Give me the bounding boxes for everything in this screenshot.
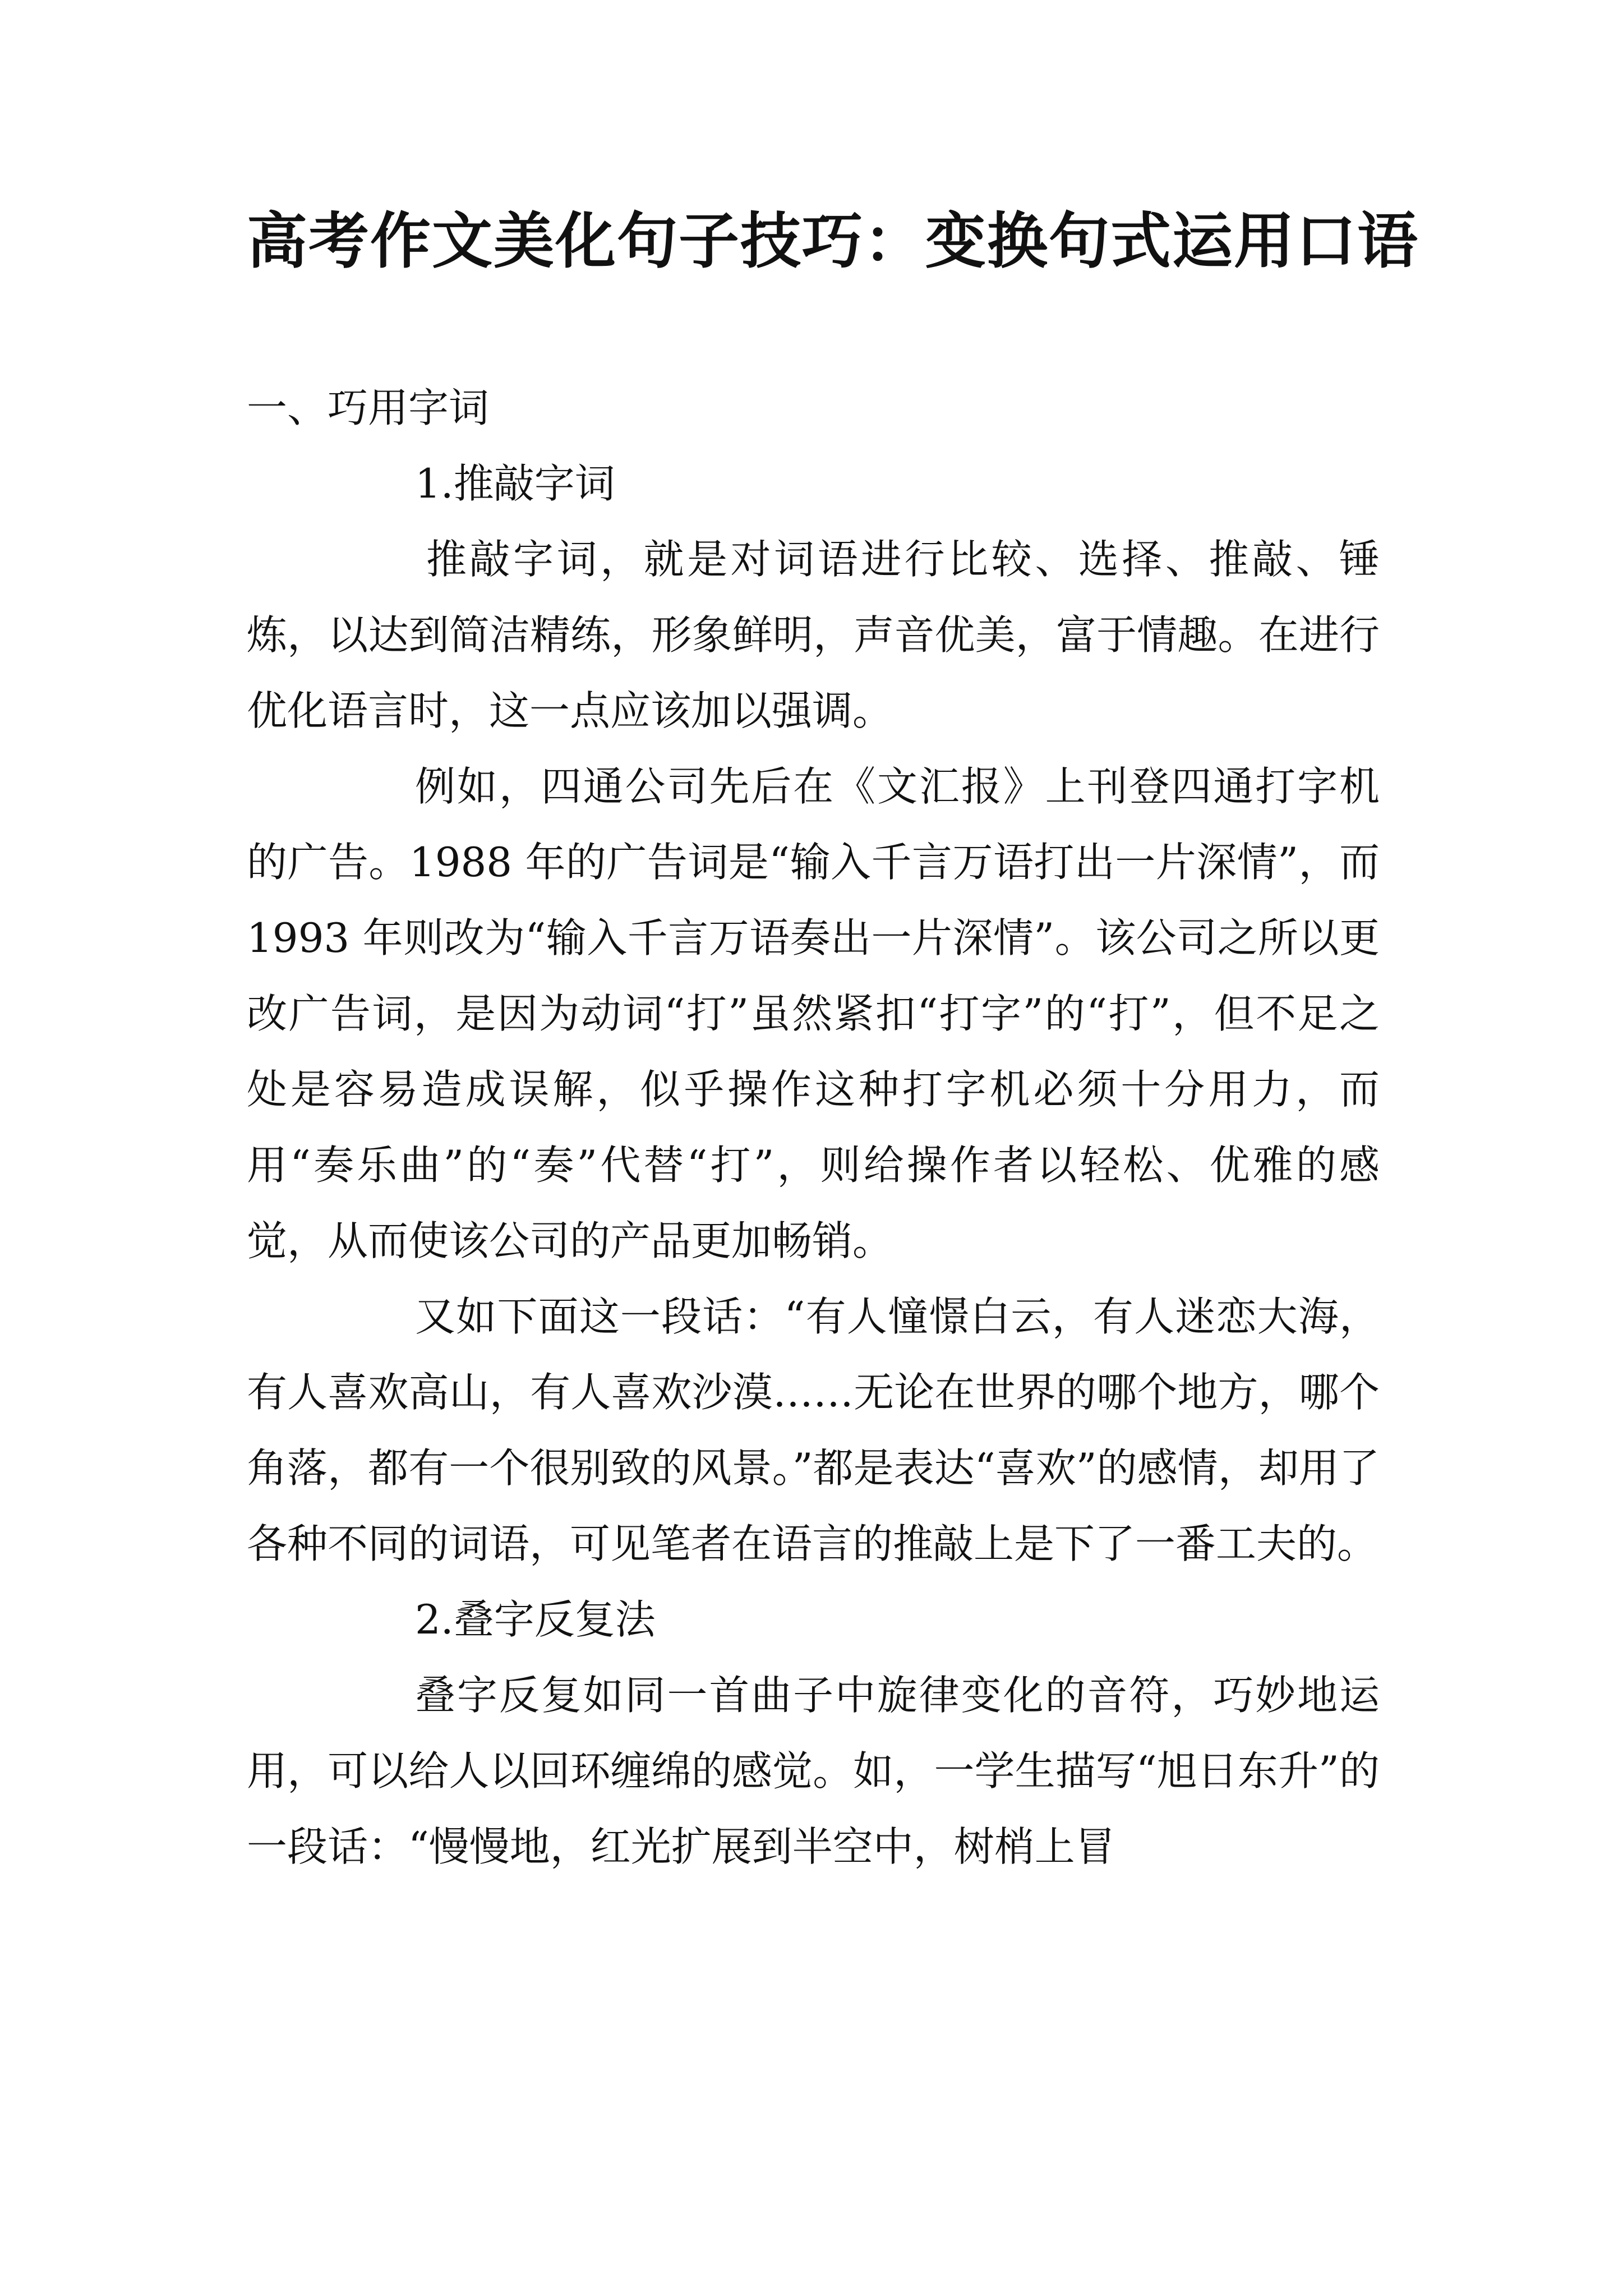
subheading-diezi: 2.叠字反复法 [415,1596,656,1643]
subheading-tuiqiao: 1.推敲字词 [415,460,615,507]
section-heading: 一、巧用字词 [247,384,490,431]
document-title: 高考作文美化句子技巧：变换句式运用口语 [247,206,1419,277]
document-body [247,370,1380,1885]
paragraph: 例如，四通公司先后在《文汇报》上刊登四通打字机的广告。1988 年的广告词是“输入千言万语打出一片深情”，而 1993 年则改为“输入千言万语奏出一片深情”。该公司之所以更改广告词，是因为动词“打”虽然紧扣“打字”的“打”，但不足之处是容易造成误解，似乎操作这种打字机必须十分用力，而用“奏乐曲”的“奏”代替“打”，则给操作者以轻松、优雅的感觉，从而使该公司的产品更加畅销。 [247,763,1380,1264]
paragraph: 推敲字词，就是对词语进行比较、选择、推敲、锤炼，以达到简洁精练，形象鲜明，声音优美，富于情趣。在进行优化语言时，这一点应该加以强调。 [247,536,1380,734]
paragraph: 又如下面这一段话：“有人憧憬白云，有人迷恋大海，有人喜欢高山，有人喜欢沙漠……无论在世界的哪个地方，哪个角落，都有一个很别致的风景。”都是表达“喜欢”的感情，却用了各种不同的词语，可见笔者在语言的推敲上是下了一番工夫的。 [247,1293,1380,1567]
paragraph: 叠字反复如同一首曲子中旋律变化的音符，巧妙地运用，可以给人以回环缠绵的感觉。如，一学生描写“旭日东升”的一段话：“慢慢地，红光扩展到半空中，树梢上冒 [247,1672,1380,1870]
